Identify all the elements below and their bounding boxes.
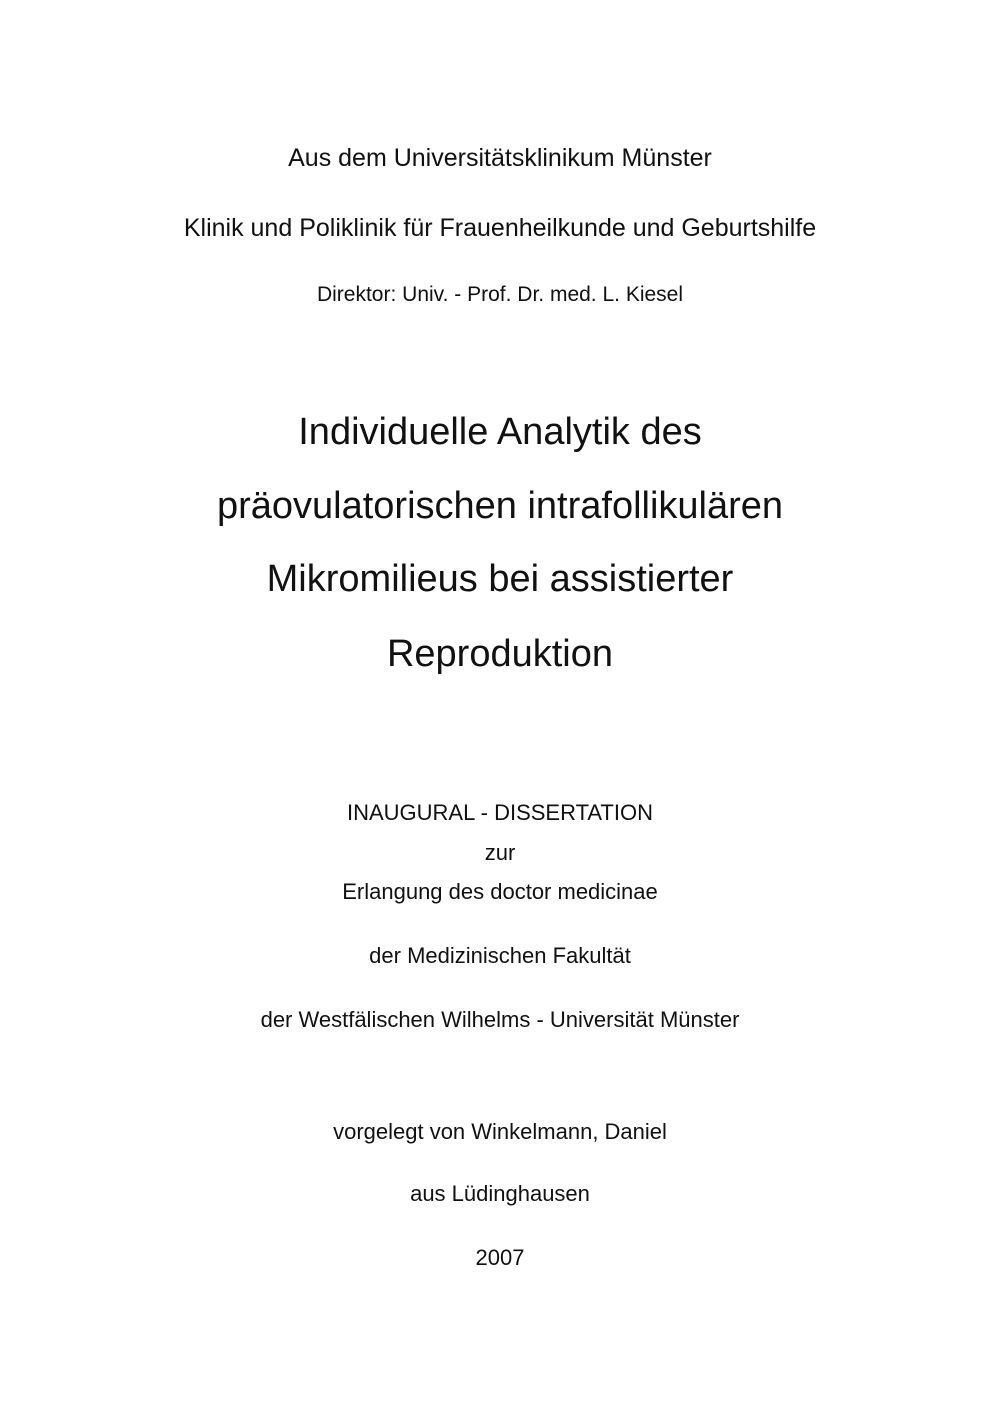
thesis-title-line-3: Mikromilieus bei assistierter [266, 558, 734, 600]
author-submitted-by: vorgelegt von Winkelmann, Daniel [333, 1119, 667, 1144]
clinic-name: Klinik und Poliklinik für Frauenheilkunde und Geburtshilfe [183, 214, 817, 242]
thesis-title-line-4: Reproduktion [386, 633, 614, 675]
director-line: Direktor: Univ. - Prof. Dr. med. L. Kiesel [316, 283, 684, 306]
institution-name: Aus dem Universitätsklinikum Münster [288, 144, 712, 172]
dissertation-degree: Erlangung des doctor medicinae [342, 879, 658, 904]
thesis-title-line-1: Individuelle Analytik des [298, 411, 702, 453]
dissertation-heading: INAUGURAL - DISSERTATION [346, 800, 653, 825]
dissertation-zur: zur [484, 840, 516, 865]
dissertation-faculty: der Medizinischen Fakultät [369, 943, 631, 968]
publication-year: 2007 [475, 1245, 525, 1270]
author-origin: aus Lüdinghausen [410, 1181, 590, 1206]
thesis-title-line-2: präovulatorischen intrafollikulären [216, 485, 784, 527]
dissertation-university: der Westfälischen Wilhelms - Universität Münster [260, 1007, 740, 1032]
